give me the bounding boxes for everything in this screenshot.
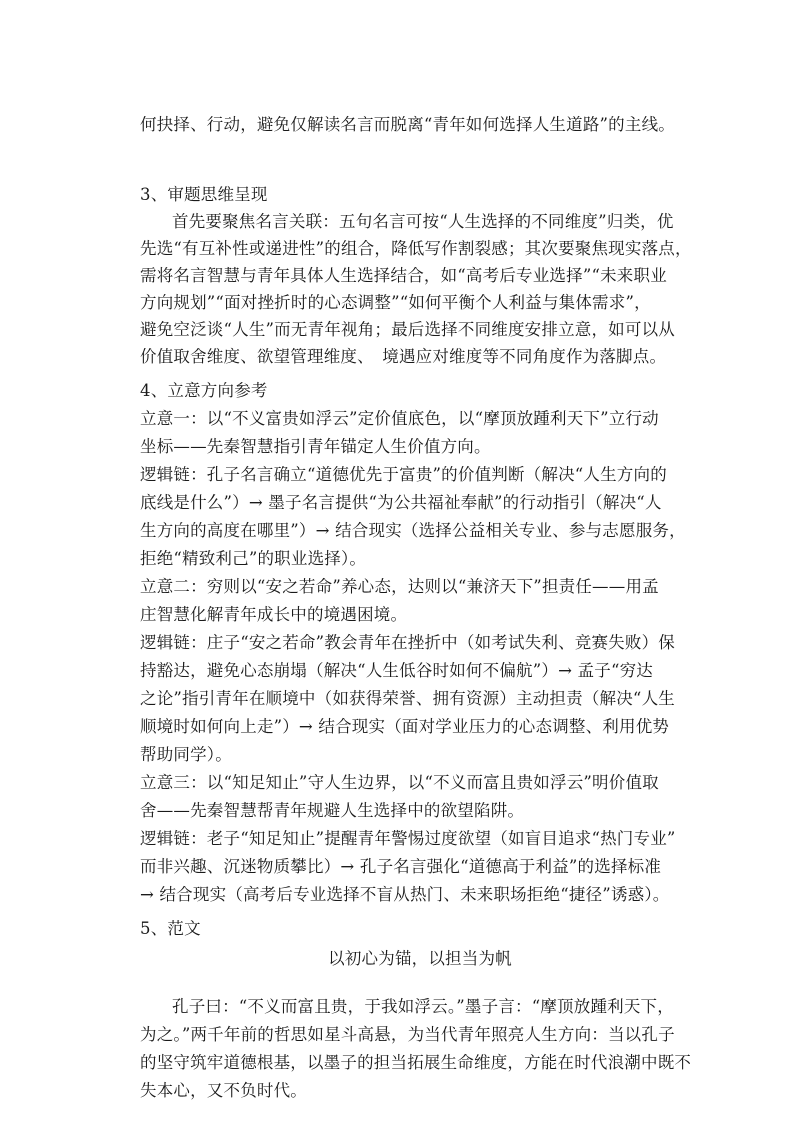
section-4-line: 持豁达，避免心态崩塌（解决“人生低谷时如何不偏航”）→ 孟子“穷达 [140, 661, 653, 680]
section-4-line: 逻辑链：孔子名言确立“道德优先于富贵”的价值判断（解决“人生方向的 [140, 465, 667, 484]
section-3-line: 先选“有互补性或递进性”的组合，降低写作割裂感；其次要聚焦现实落点， [140, 239, 692, 258]
section-4-line: 坐标——先秦智慧指引青年锚定人生价值方向。 [140, 437, 491, 456]
section-4-line: 逻辑链：庄子“安之若命”教会青年在挫折中（如考试失利、竞赛失败）保 [140, 633, 675, 652]
section-4-line: 而非兴趣、沉迷物质攀比）→ 孔子名言强化“道德高于利益”的选择标准 [140, 857, 662, 876]
section-4-heading: 4、立意方向参考 [140, 381, 268, 400]
section-4-line: 舍——先秦智慧帮青年规避人生选择中的欲望陷阱。 [140, 801, 525, 820]
section-4-line: 立意二：穷则以“安之若命”养心态，达则以“兼济天下”担责任——用孟 [140, 577, 659, 596]
intro-line: 何抉择、行动，避免仅解读名言而脱离“青年如何选择人生道路”的主线。 [140, 115, 675, 134]
section-5-heading: 5、范文 [140, 919, 201, 938]
essay-line: 失本心，又不负时代。 [140, 1081, 307, 1100]
section-4-line: 帮助同学）。 [140, 745, 232, 764]
section-4-line: 庄智慧化解青年成长中的境遇困境。 [140, 605, 408, 624]
section-4-line: 立意三：以“知足知止”守人生边界，以“不义而富且贵如浮云”明价值取 [140, 773, 659, 792]
section-4-line: 底线是什么”）→ 墨子名言提供“为公共福祉奉献”的行动指引（解决“人 [140, 493, 662, 512]
section-3-line: 需将名言智慧与青年具体人生选择结合，如“高考后专业选择”“未来职业 [140, 266, 667, 285]
essay-title: 以初心为锚，以担当为帆 [328, 949, 512, 968]
section-4-line: 逻辑链：老子“知足知止”提醒青年警惕过度欲望（如盲目追求“热门专业” [140, 829, 676, 848]
section-4-line: 立意一：以“不义富贵如浮云”定价值底色，以“摩顶放踵利天下”立行动 [140, 409, 659, 428]
essay-line: 孔子曰：“不义而富且贵，于我如浮云。”墨子言：“摩顶放踵利天下， [172, 997, 674, 1016]
section-4-line: 生方向的高度在哪里”）→ 结合现实（选择公益相关专业、参与志愿服务， [140, 521, 686, 540]
section-3-line: 价值取舍维度、欲望管理维度、 境遇应对维度等不同角度作为落脚点。 [140, 347, 667, 366]
section-4-line: 之论”指引青年在顺境中（如获得荣誉、拥有资源）主动担责（解决“人生 [140, 689, 675, 708]
essay-line: 的坚守筑牢道德根基，以墨子的担当拓展生命维度，方能在时代浪潮中既不 [140, 1053, 692, 1072]
section-3-heading: 3、审题思维呈现 [140, 185, 268, 204]
section-4-line: → 结合现实（高考后专业选择不盲从热门、未来职场拒绝“捷径”诱惑）。 [140, 885, 670, 904]
section-4-line: 拒绝“精致利己”的职业选择）。 [140, 549, 367, 568]
essay-line: 为之。”两千年前的哲思如星斗高悬，为当代青年照亮人生方向：当以孔子 [140, 1025, 675, 1044]
section-3-line: 避免空泛谈“人生”而无青年视角；最后选择不同维度安排立意，如可以从 [140, 320, 675, 339]
section-3-line: 首先要聚焦名言关联：五句名言可按“人生选择的不同维度”归类，优 [172, 212, 674, 231]
section-4-line: 顺境时如何向上走”）→ 结合现实（面对学业压力的心态调整、利用优势 [140, 717, 670, 736]
section-3-line: 方向规划”“面对挫折时的心态调整”“如何平衡个人利益与集体需求”， [140, 293, 651, 312]
